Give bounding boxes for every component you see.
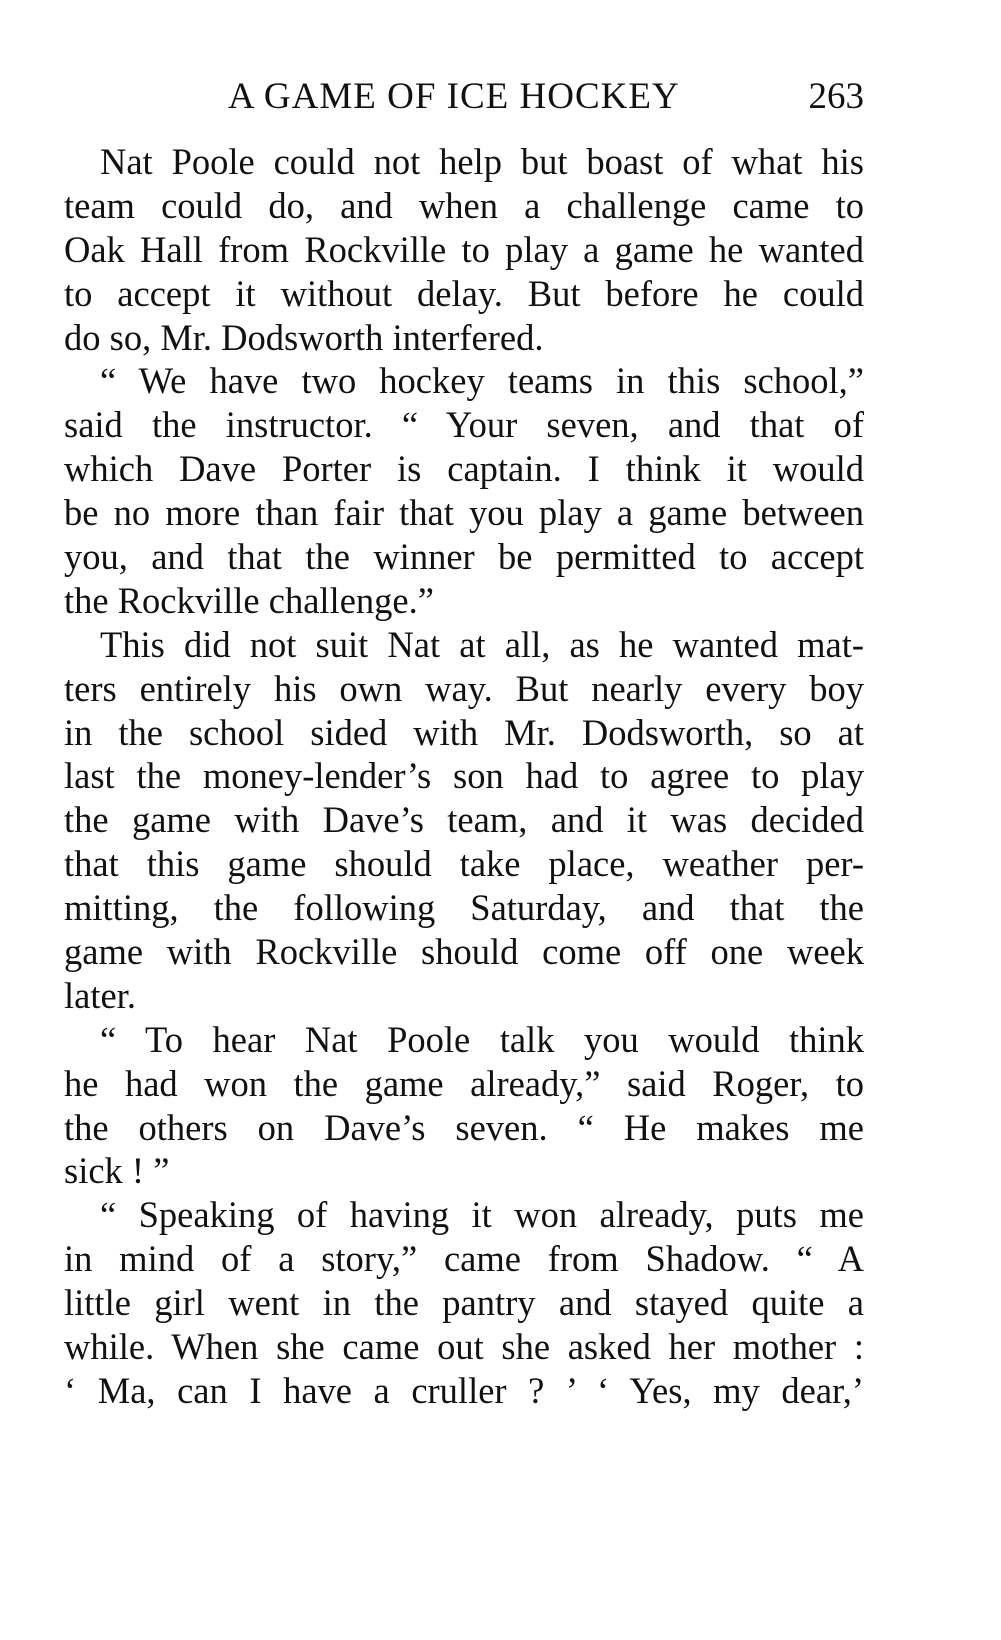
text-line: that this game should take place, weather per-	[64, 843, 864, 885]
text-line: in mind of a story,” came from Shadow. “ A	[64, 1238, 864, 1280]
text-line: which Dave Porter is captain. I think it would	[64, 448, 864, 490]
text-line: last the money-lender’s son had to agree to play	[64, 755, 864, 797]
text-line: be no more than fair that you play a game between	[64, 492, 864, 534]
text-line: the Rockville challenge.”	[64, 579, 434, 621]
text-line: game with Rockville should come off one week	[64, 931, 864, 973]
text-line: ‘ Ma, can I have a cruller ? ’ ‘ Yes, my dear,’	[64, 1369, 864, 1411]
text-line: you, and that the winner be permitted to accept	[64, 536, 864, 578]
text-line: “ Speaking of having it won already, puts me	[100, 1194, 864, 1236]
text-line: the others on Dave’s seven. “ He makes me	[64, 1106, 864, 1148]
text-line: “ We have two hockey teams in this school,”	[100, 360, 864, 402]
text-line: later.	[64, 974, 136, 1016]
text-line: sick ! ”	[64, 1150, 170, 1192]
text-line: team could do, and when a challenge came to	[64, 184, 864, 226]
text-line: while. When she came out she asked her mother :	[64, 1326, 864, 1368]
text-line: he had won the game already,” said Roger, to	[64, 1062, 864, 1104]
text-line: the game with Dave’s team, and it was decided	[64, 799, 864, 841]
text-line: mitting, the following Saturday, and that the	[64, 887, 864, 929]
text-line: in the school sided with Mr. Dodsworth, so at	[64, 711, 864, 753]
text-line: do so, Mr. Dodsworth interfered.	[64, 316, 544, 358]
running-head	[64, 72, 864, 122]
text-line: ters entirely his own way. But nearly every boy	[64, 667, 864, 709]
text-line: to accept it without delay. But before he could	[64, 272, 864, 314]
body-text	[64, 140, 864, 1413]
text-line: “ To hear Nat Poole talk you would think	[100, 1018, 864, 1060]
text-line: said the instructor. “ Your seven, and that of	[64, 404, 864, 446]
running-title: A GAME OF ICE HOCKEY	[228, 76, 680, 117]
text-line: little girl went in the pantry and stayed quite a	[64, 1282, 864, 1324]
text-line: This did not suit Nat at all, as he wanted mat-	[100, 623, 864, 665]
text-line: Oak Hall from Rockville to play a game he wanted	[64, 228, 864, 270]
text-line: Nat Poole could not help but boast of what his	[100, 141, 864, 182]
page-number: 263	[808, 76, 864, 117]
